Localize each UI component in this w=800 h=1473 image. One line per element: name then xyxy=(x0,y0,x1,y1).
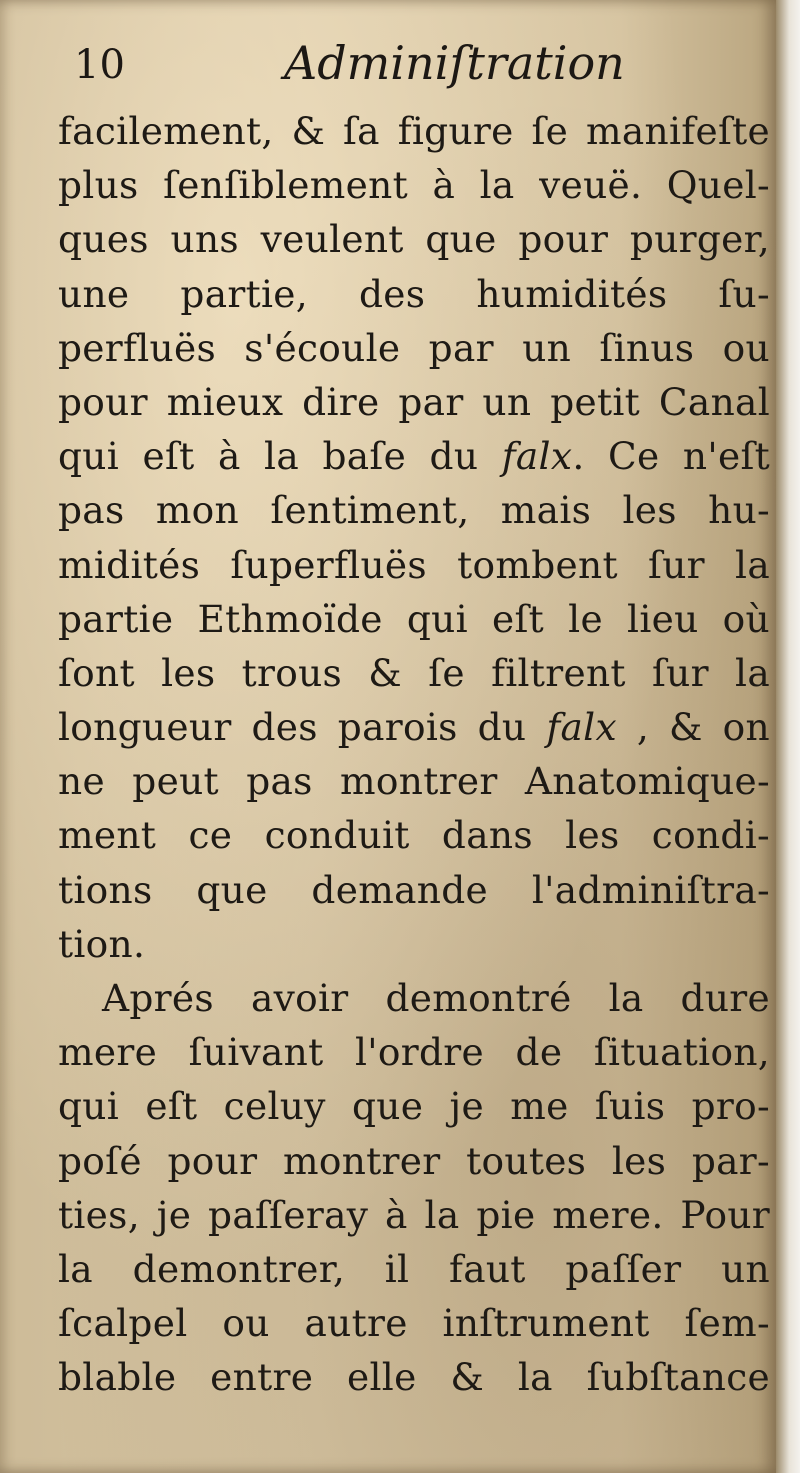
page-number: 10 xyxy=(74,42,125,88)
text-line: ſont les trous & ſe filtrent ſur la xyxy=(58,650,770,695)
text-line: plus ſenſiblement à la veuë. Quel- xyxy=(58,163,770,208)
running-title: Adminiſtration xyxy=(284,36,625,90)
text-line: qui eſt celuy que je me ſuis pro- xyxy=(58,1084,770,1129)
text-line: mere ſuivant l'ordre de ſituation, xyxy=(58,1030,770,1075)
text-segment: qui eſt à la baſe du xyxy=(58,434,502,479)
text-line: tions que demande l'adminiſtra- xyxy=(58,867,770,912)
text-line: midités ſuperfluës tombent ſur la xyxy=(58,542,770,587)
text-line: ſcalpel ou autre inſtrument ſem- xyxy=(58,1301,770,1346)
text-line: Aprés avoir demontré la dure xyxy=(102,976,770,1020)
text-line: pour mieux dire par un petit Canal xyxy=(58,379,770,424)
text-segment: . Ce n'eſt xyxy=(572,434,770,479)
latin-term-falx: falx xyxy=(501,434,573,479)
text-line: blable entre elle & la ſubſtance xyxy=(58,1355,770,1400)
text-line xyxy=(58,700,770,754)
text-line: perfluës s'écoule par un ſinus ou xyxy=(58,325,770,370)
text-line xyxy=(58,429,770,483)
text-line: facilement, & ſa figure ſe manifeſte xyxy=(58,109,770,153)
text-line: partie Ethmoïde qui eſt le lieu où xyxy=(58,596,770,641)
text-line: ties, je paſſeray à la pie mere. Pour xyxy=(58,1192,770,1237)
text-line: une partie, des humidités ſu- xyxy=(58,271,770,316)
text-segment: longueur des parois du xyxy=(58,705,547,750)
text-line: ques uns veulent que pour purger, xyxy=(58,217,770,262)
page-header xyxy=(74,36,714,100)
text-line: la demontrer, il faut paſſer un xyxy=(58,1246,770,1291)
latin-term-falx: falx xyxy=(546,705,617,750)
text-line: pas mon ſentiment, mais les hu- xyxy=(58,488,770,533)
text-line: tion. xyxy=(58,921,146,966)
text-segment: , & on xyxy=(616,705,770,750)
page-edge xyxy=(776,0,800,1473)
text-line: ne peut pas montrer Anatomique- xyxy=(58,759,770,804)
text-line: ment ce conduit dans les condi- xyxy=(58,813,770,858)
text-line: poſé pour montrer toutes les par- xyxy=(58,1138,770,1183)
body-text xyxy=(58,104,770,1405)
